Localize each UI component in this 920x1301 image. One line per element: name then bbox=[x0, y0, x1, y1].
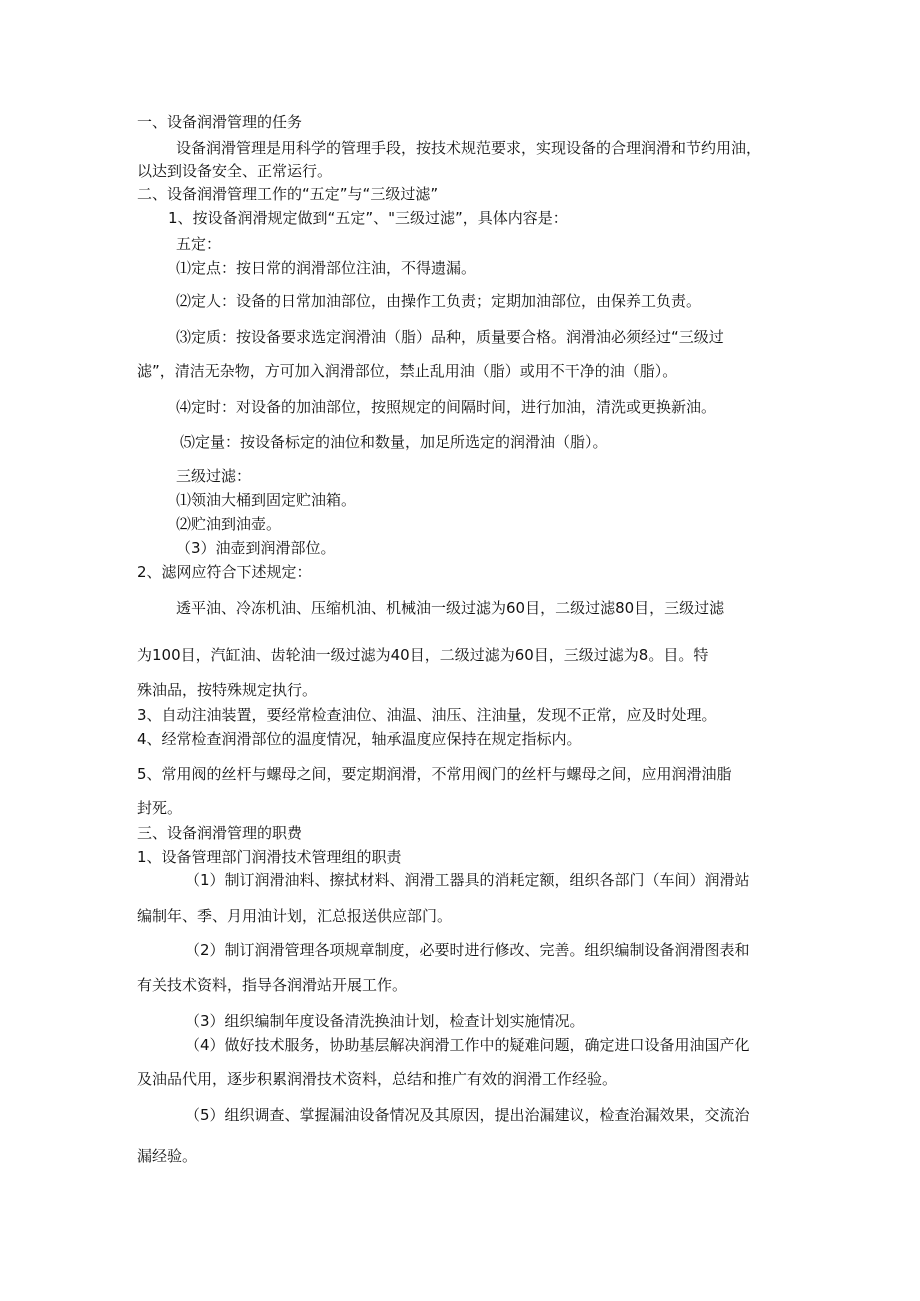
section-2-item-1: 1、按设备润滑规定做到“五定”、"三级过滤”，具体内容是： bbox=[168, 209, 568, 227]
sanji-title: 三级过滤： bbox=[176, 467, 252, 485]
wuding-point-3-line-2: 滤”，清洁无杂物，方可加入润滑部位，禁止乱用油（脂）或用不干净的油（脂）。 bbox=[137, 362, 678, 380]
section-2-heading: 二、设备润滑管理工作的“五定”与“三级过滤” bbox=[137, 185, 439, 203]
duty-2-line-1: （2）制订润滑管理各项规章制度，必要时进行修改、完善。组织编制设备润滑图表和 bbox=[185, 941, 750, 959]
section-2-item-4: 4、经常检查润滑部位的温度情况，轴承温度应保持在规定指标内。 bbox=[137, 730, 582, 748]
filter-spec-line-1: 透平油、冷冻机油、压缩机油、机械油一级过滤为60目，二级过滤80目，三级过滤 bbox=[176, 599, 725, 617]
section-2-item-5-line-1: 5、常用阀的丝杆与螺母之间，要定期润滑，不常用阀门的丝杆与螺母之间，应用润滑油脂 bbox=[137, 765, 732, 783]
section-3-item-1: 1、设备管理部门润滑技术管理组的职责 bbox=[137, 848, 402, 866]
duty-5-line-1: （5）组织调查、掌握漏油设备情况及其原因，提出治漏建议，检查治漏效果，交流治 bbox=[185, 1106, 750, 1124]
sanji-step-2: ⑵贮油到油壶。 bbox=[176, 515, 282, 533]
section-1-heading: 一、设备润滑管理的任务 bbox=[137, 113, 303, 131]
wuding-point-4: ⑷定时：对设备的加油部位，按照规定的间隔时间，进行加油，清洗或更换新油。 bbox=[176, 398, 717, 416]
duty-4-line-2: 及油品代用，逐步积累润滑技术资料，总结和推广有效的润滑工作经验。 bbox=[137, 1070, 618, 1088]
section-1-paragraph-line-2: 以达到设备安全、正常运行。 bbox=[137, 162, 333, 180]
duty-5-line-2: 漏经验。 bbox=[137, 1147, 198, 1165]
section-3-heading: 三、设备润滑管理的职费 bbox=[137, 824, 303, 842]
section-2-item-2: 2、滤网应符合下述规定： bbox=[137, 563, 312, 581]
duty-1-line-2: 编制年、季、月用油计划，汇总报送供应部门。 bbox=[137, 907, 453, 925]
wuding-point-1: ⑴定点：按日常的润滑部位注油，不得遗漏。 bbox=[176, 259, 477, 277]
wuding-point-5: ⑸定量：按设备标定的油位和数量，加足所选定的润滑油（脂）。 bbox=[180, 433, 608, 451]
duty-3: （3）组织编制年度设备清洗换油计划，检查计划实施情况。 bbox=[185, 1012, 585, 1030]
section-1-paragraph-line-1: 设备润滑管理是用科学的管理手段，按技术规范要求，实现设备的合理润滑和节约用油， bbox=[176, 139, 762, 157]
sanji-step-1: ⑴领油大桶到固定贮油箱。 bbox=[176, 491, 357, 509]
wuding-point-2: ⑵定人：设备的日常加油部位，由操作工负责；定期加油部位，由保养工负责。 bbox=[176, 292, 702, 310]
sanji-step-3: （3）油壶到润滑部位。 bbox=[176, 539, 336, 557]
filter-spec-line-2: 为100目，汽缸油、齿轮油一级过滤为40目，二级过滤为60目，三级过滤为8。目。特 bbox=[137, 646, 709, 664]
duty-1-line-1: （1）制订润滑油料、擦拭材料、润滑工器具的消耗定额，组织各部门（车间）润滑站 bbox=[185, 871, 750, 889]
filter-spec-line-3: 殊油品，按特殊规定执行。 bbox=[137, 681, 318, 699]
wuding-point-3-line-1: ⑶定质：按设备要求选定润滑油（脂）品种，质量要合格。润滑油必须经过“三级过 bbox=[176, 328, 724, 346]
section-2-item-3: 3、自动注油装置，要经常检查油位、油温、油压、注油量，发现不正常，应及时处理。 bbox=[137, 706, 717, 724]
duty-2-line-2: 有关技术资料，指导各润滑站开展工作。 bbox=[137, 976, 408, 994]
wuding-title: 五定： bbox=[176, 235, 222, 253]
section-2-item-5-line-2: 封死。 bbox=[137, 799, 183, 817]
duty-4-line-1: （4）做好技术服务，协助基层解决润滑工作中的疑难问题，确定进口设备用油国产化 bbox=[185, 1036, 750, 1054]
